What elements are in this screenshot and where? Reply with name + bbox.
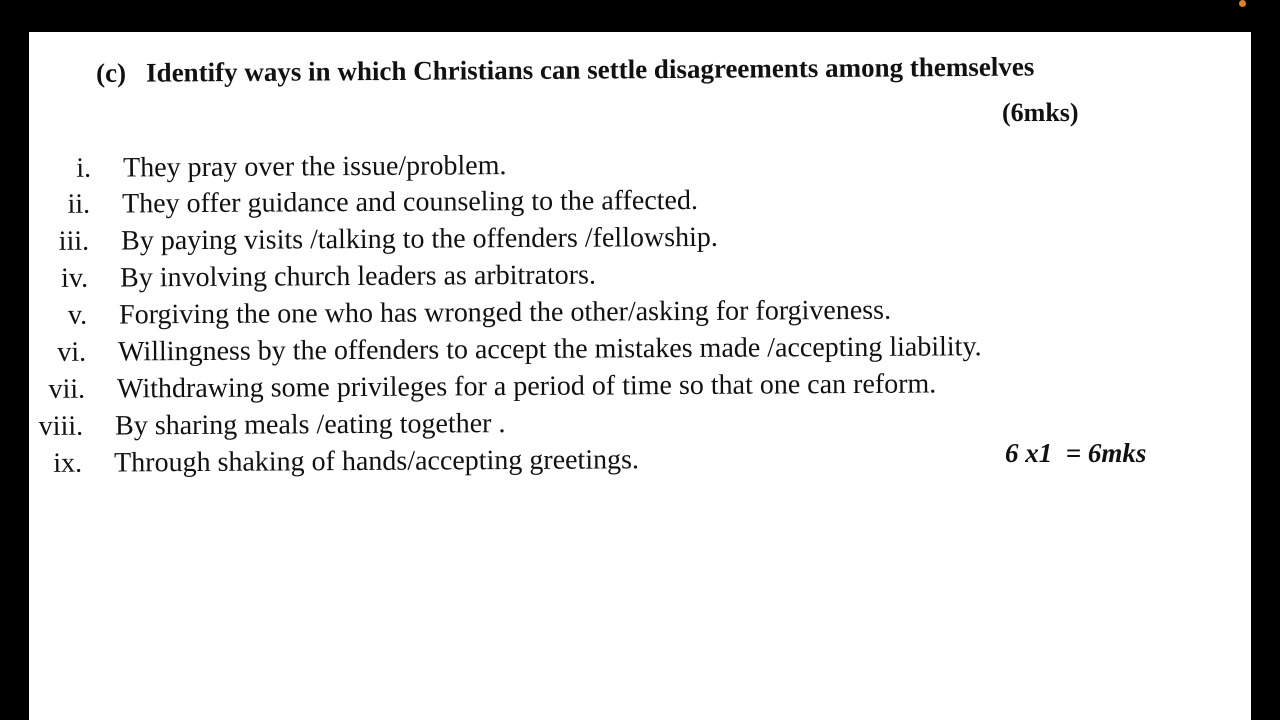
answer-numeral: vi. [57, 336, 87, 368]
answer-item [35, 150, 507, 187]
answer-text: Forgiving the one who has wronged the other/asking for forgiveness. [118, 294, 892, 331]
answer-text: Willingness by the offenders to accept the mistakes made /accepting liability. [117, 331, 982, 368]
answer-numeral: ii. [67, 188, 91, 220]
answer-text: Through shaking of hands/accepting greetings. [113, 444, 640, 479]
marks-total: 6 x1 = 6mks [1005, 438, 1147, 468]
answer-item [31, 295, 891, 334]
answer-text: By paying visits /talking to the offenders /fellowship. [120, 221, 718, 257]
answer-numeral: iv. [61, 262, 89, 294]
question-label: (c) [96, 57, 127, 88]
answer-item [34, 185, 698, 223]
answer-list [29, 32, 1251, 720]
answer-text: By involving church leaders as arbitrators. [119, 259, 597, 294]
answer-numeral: viii. [38, 410, 84, 442]
corner-dot [1239, 0, 1246, 7]
question-text: Identify ways in which Christians can settle disagreements among themselves [145, 51, 1035, 88]
answer-item [30, 331, 982, 371]
answer-item [32, 260, 596, 297]
answer-numeral: ix. [53, 447, 83, 479]
answer-numeral: i. [76, 152, 92, 184]
question-marks: (6mks) [1002, 98, 1079, 127]
answer-text: They pray over the issue/problem. [122, 150, 507, 184]
answer-text: By sharing meals /eating together . [114, 408, 506, 442]
answer-numeral: v. [67, 299, 88, 331]
answer-text: They offer guidance and counseling to the affected. [121, 184, 699, 220]
answer-numeral: iii. [58, 225, 90, 257]
answer-item [29, 368, 936, 408]
answer-numeral: vii. [48, 373, 86, 405]
answer-item [33, 222, 718, 260]
answer-item [27, 408, 506, 445]
answer-text: Withdrawing some privileges for a period of time so that one can reform. [116, 368, 937, 405]
answer-item [26, 444, 639, 482]
document-page [29, 32, 1251, 720]
